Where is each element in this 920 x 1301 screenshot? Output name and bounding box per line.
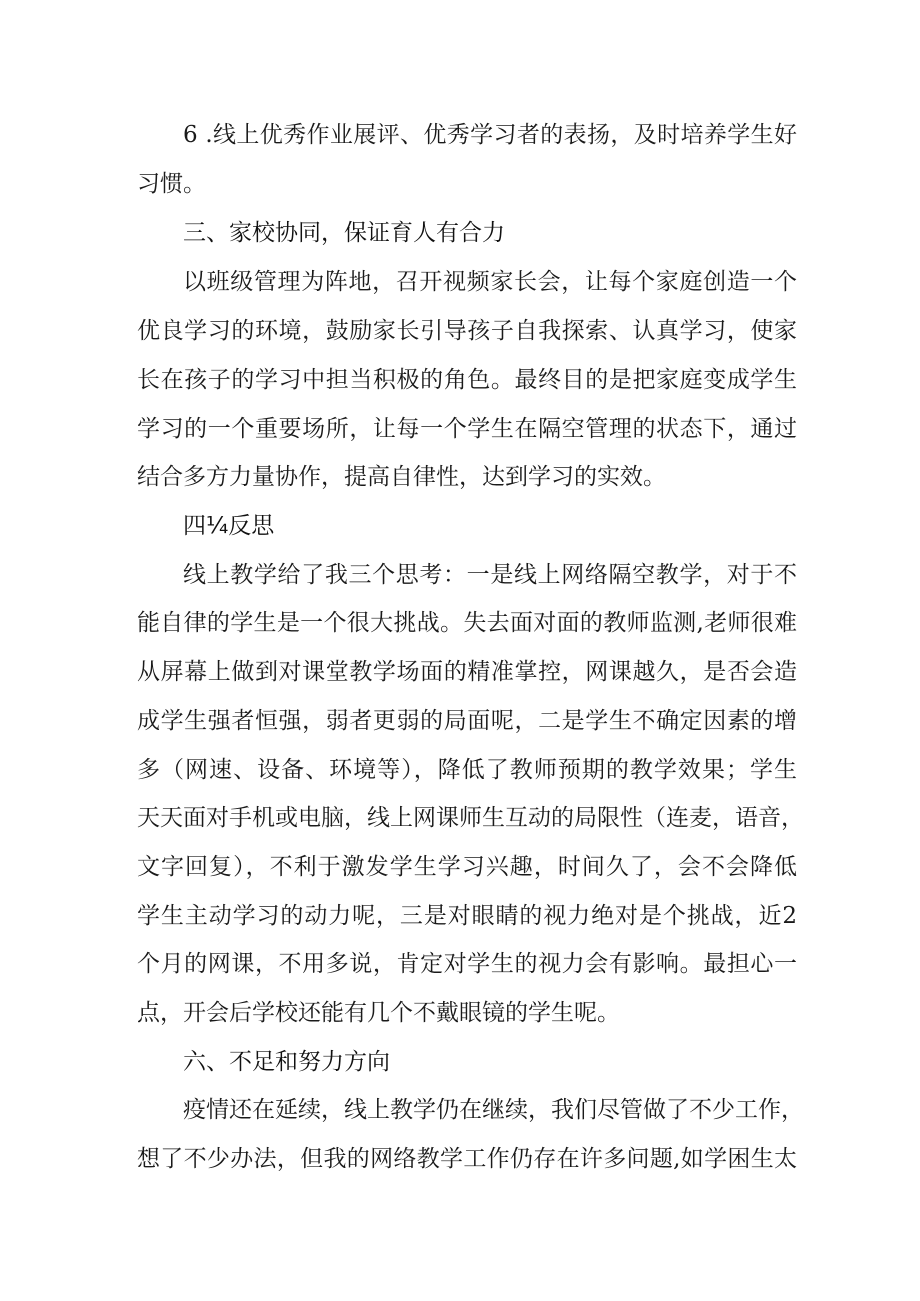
section4-paragraph-line: 学生主动学习的动力呢，三是对眼睛的视力绝对是个挑战，近2 bbox=[137, 903, 797, 929]
section3-paragraph-line: 结合多方力量协作，提高自律性，达到学习的实效。 bbox=[137, 464, 666, 490]
section4-paragraph-line: 文字回复），不利于激发学生学习兴趣，时间久了，会不会降低 bbox=[137, 854, 797, 880]
section6-heading: 六、不足和努力方向 bbox=[183, 1049, 390, 1075]
section3-heading: 三、家校协同，保证育人有合力 bbox=[183, 220, 505, 246]
section3-paragraph-line: 长在孩子的学习中担当积极的角色。最终目的是把家庭变成学生 bbox=[137, 367, 797, 393]
section4-paragraph-line: 多（网速、设备、环境等），降低了教师预期的教学效果；学生 bbox=[137, 757, 797, 783]
section6-paragraph-line: 想了不少办法，但我的网络教学工作仍存在许多问题,如学困生太 bbox=[137, 1146, 797, 1172]
section6-paragraph-line: 疫情还在延续，线上教学仍在继续，我们尽管做了不少工作， bbox=[183, 1097, 804, 1123]
section4-paragraph-line: 从屏幕上做到对课堂教学场面的精准掌控，网课越久，是否会造 bbox=[137, 659, 797, 685]
section3-paragraph-line: 学习的一个重要场所，让每一个学生在隔空管理的状态下，通过 bbox=[137, 416, 797, 442]
item6-line-1: 6 .线上优秀作业展评、优秀学习者的表扬，及时培养学生好 bbox=[183, 122, 797, 148]
section4-heading: 四¼反思 bbox=[183, 513, 275, 539]
section4-paragraph-line: 个月的网课，不用多说，肯定对学生的视力会有影响。最担心一 bbox=[137, 951, 797, 977]
section4-paragraph-line: 线上教学给了我三个思考：一是线上网络隔空教学，对于不 bbox=[183, 562, 797, 588]
section3-paragraph-line: 优良学习的环境，鼓励家长引导孩子自我探索、认真学习，使家 bbox=[137, 318, 797, 344]
section4-paragraph-line: 能自律的学生是一个很大挑战。失去面对面的教师监测,老师很难 bbox=[137, 610, 797, 636]
item6-line-2: 习惯。 bbox=[137, 171, 206, 197]
section4-paragraph-line: 点，开会后学校还能有几个不戴眼镜的学生呢。 bbox=[137, 1000, 620, 1026]
section4-paragraph-line: 成学生强者恒强，弱者更弱的局面呢，二是学生不确定因素的增 bbox=[137, 708, 797, 734]
section3-paragraph-line: 以班级管理为阵地，召开视频家长会，让每个家庭创造一个 bbox=[183, 269, 797, 295]
section4-paragraph-line: 天天面对手机或电脑，线上网课师生互动的局限性（连麦，语音， bbox=[137, 805, 804, 831]
